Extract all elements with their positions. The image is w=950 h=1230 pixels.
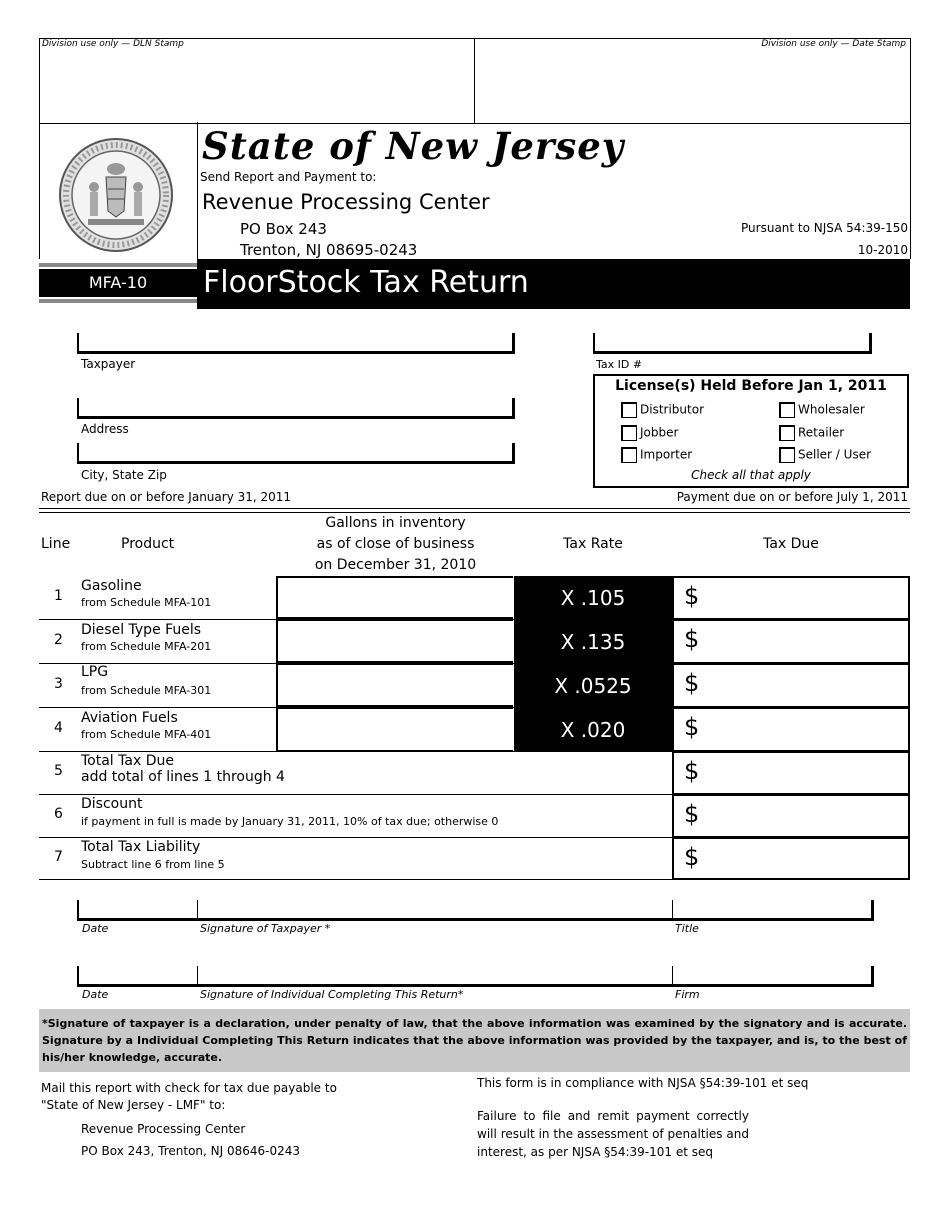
col-gallons-header-2: as of close of business	[316, 536, 475, 552]
divider	[39, 508, 910, 509]
city-address: Trenton, NJ 08695-0243	[240, 241, 418, 259]
declaration-text: *Signature of taxpayer is a declaration, under penalty of law, that the above information was examined by the signatory and is accurate. Signature by a Individual Completing This Return indicates that the above information was provided by the taxpayer, and is, to the best of his/her knowledge, accurate.	[42, 1017, 907, 1064]
license-title: License(s) Held Before Jan 1, 2011	[615, 378, 887, 394]
pursuant-text: Pursuant to NJSA 54:39-150	[741, 221, 908, 235]
state-title: State of New Jersey	[202, 124, 625, 168]
distributor-checkbox[interactable]	[621, 402, 637, 418]
table-row	[39, 751, 910, 795]
line-number: 1	[54, 588, 63, 604]
product-name: Aviation Fuels	[81, 710, 178, 726]
date-stamp-label: Division use only — Date Stamp	[761, 39, 906, 49]
line-number: 3	[54, 676, 63, 692]
license-seller-user[interactable]: Seller / User	[779, 447, 871, 463]
mail-instructions-1: Mail this report with check for tax due payable to	[41, 1081, 337, 1095]
gallons-input[interactable]	[276, 619, 513, 663]
address-label: Address	[81, 422, 129, 436]
gallons-input[interactable]	[276, 707, 513, 752]
center-name: Revenue Processing Center	[202, 190, 490, 214]
signature-field-1[interactable]	[198, 900, 673, 919]
tax-rate: X .135	[560, 630, 626, 654]
report-due: Report due on or before January 31, 2011	[41, 490, 292, 504]
tax-id-input[interactable]	[593, 333, 872, 354]
signature-label-1: Signature of Taxpayer *	[200, 922, 331, 935]
tax-id-label: Tax ID #	[596, 358, 643, 371]
col-gallons-header-1: Gallons in inventory	[325, 515, 466, 531]
dollar-sign: $	[684, 843, 700, 871]
dollar-sign: $	[684, 669, 700, 697]
address-input[interactable]	[77, 398, 515, 419]
title-label: Title	[675, 922, 699, 935]
retailer-checkbox[interactable]	[779, 425, 795, 441]
license-note: Check all that apply	[691, 468, 811, 482]
jobber-checkbox[interactable]	[621, 425, 637, 441]
signature-label-2: Signature of Individual Completing This Return*	[200, 988, 464, 1001]
dollar-sign: $	[684, 582, 700, 610]
product-schedule: from Schedule MFA-401	[81, 728, 212, 741]
total-tax-due-input[interactable]	[672, 751, 910, 795]
gallons-input[interactable]	[276, 663, 513, 707]
date-label-2: Date	[82, 988, 109, 1001]
date-field-2[interactable]	[79, 966, 198, 985]
date-label-1: Date	[82, 922, 109, 935]
wholesaler-checkbox[interactable]	[779, 402, 795, 418]
total-liability-label: Total Tax Liability	[81, 839, 201, 855]
discount-input[interactable]	[672, 794, 910, 838]
table-row	[39, 663, 910, 708]
table-row	[39, 794, 910, 838]
discount-note: if payment in full is made by January 31, 2011, 10% of tax due; otherwise 0	[81, 815, 499, 828]
mail-instructions-2: "State of New Jersey - LMF" to:	[41, 1098, 226, 1112]
table-row	[39, 707, 910, 752]
importer-checkbox[interactable]	[621, 447, 637, 463]
dollar-sign: $	[684, 757, 700, 785]
product-schedule: from Schedule MFA-301	[81, 684, 212, 697]
state-seal-icon	[58, 137, 174, 253]
mail-address: PO Box 243, Trenton, NJ 08646-0243	[81, 1144, 301, 1158]
line-number: 6	[54, 806, 63, 822]
product-name: Gasoline	[81, 578, 142, 594]
send-to-label: Send Report and Payment to:	[200, 170, 377, 184]
license-jobber[interactable]: Jobber	[621, 425, 678, 441]
seller-user-checkbox[interactable]	[779, 447, 795, 463]
col-gallons-header-3: on December 31, 2010	[314, 557, 477, 573]
dln-stamp-box	[39, 38, 475, 124]
total-liability-input[interactable]	[672, 837, 910, 880]
dln-stamp-label: Division use only — DLN Stamp	[42, 39, 184, 49]
declaration-box	[39, 1009, 910, 1072]
city-state-zip-label: City, State Zip	[81, 468, 167, 482]
license-retailer[interactable]: Retailer	[779, 425, 844, 441]
gallons-input[interactable]	[276, 576, 513, 619]
dollar-sign: $	[684, 800, 700, 828]
taxpayer-label: Taxpayer	[81, 357, 136, 371]
tax-due-input[interactable]	[672, 663, 910, 708]
product-name: Diesel Type Fuels	[81, 622, 202, 638]
total-tax-due-label: Total Tax Due	[81, 753, 174, 769]
license-distributor[interactable]: Distributor	[621, 402, 704, 418]
product-name: LPG	[81, 664, 109, 680]
product-schedule: from Schedule MFA-201	[81, 640, 212, 653]
firm-label: Firm	[675, 988, 700, 1001]
failure-text: Failure to file and remit payment correctly will result in the assessment of penalties and interest, as per NJSA §54:39-101 et seq	[477, 1109, 749, 1159]
line-number: 2	[54, 632, 63, 648]
tax-rate: X .105	[560, 586, 626, 610]
form-code-box	[39, 259, 197, 309]
tax-due-input[interactable]	[672, 707, 910, 752]
line-number: 5	[54, 763, 63, 779]
date-field-1[interactable]	[79, 900, 198, 919]
product-schedule: from Schedule MFA-101	[81, 596, 212, 609]
dollar-sign: $	[684, 625, 700, 653]
tax-due-input[interactable]	[672, 576, 910, 620]
table-row	[39, 837, 910, 880]
col-product-header: Product	[121, 536, 175, 552]
col-rate-header: Tax Rate	[563, 536, 623, 552]
license-importer[interactable]: Importer	[621, 447, 692, 463]
total-liability-note: Subtract line 6 from line 5	[81, 858, 225, 871]
table-row	[39, 576, 910, 619]
compliance-text: This form is in compliance with NJSA §54:39-101 et seq	[477, 1076, 809, 1090]
line-number: 4	[54, 720, 63, 736]
date-stamp-box	[474, 38, 911, 124]
line-number: 7	[54, 849, 63, 865]
city-state-zip-input[interactable]	[77, 443, 515, 464]
license-wholesaler[interactable]: Wholesaler	[779, 402, 865, 418]
total-tax-due-note: add total of lines 1 through 4	[81, 769, 285, 785]
table-row	[39, 619, 910, 664]
discount-label: Discount	[81, 796, 143, 812]
form-title: FloorStock Tax Return	[203, 265, 529, 300]
title-field[interactable]	[673, 900, 868, 919]
form-code: MFA-10	[88, 273, 148, 292]
taxpayer-input[interactable]	[77, 333, 515, 354]
signature-field-2[interactable]	[198, 966, 673, 985]
dollar-sign: $	[684, 713, 700, 741]
tax-due-input[interactable]	[672, 619, 910, 664]
mail-center: Revenue Processing Center	[81, 1122, 246, 1136]
col-line-header: Line	[41, 536, 71, 552]
po-box: PO Box 243	[240, 220, 327, 238]
tax-rate: X .020	[560, 718, 626, 742]
firm-field[interactable]	[673, 966, 868, 985]
divider	[39, 512, 910, 513]
revision-date: 10-2010	[857, 243, 908, 257]
payment-due: Payment due on or before July 1, 2011	[676, 490, 908, 504]
license-box	[593, 374, 909, 488]
tax-rate: X .0525	[554, 674, 632, 698]
col-due-header: Tax Due	[763, 536, 819, 552]
